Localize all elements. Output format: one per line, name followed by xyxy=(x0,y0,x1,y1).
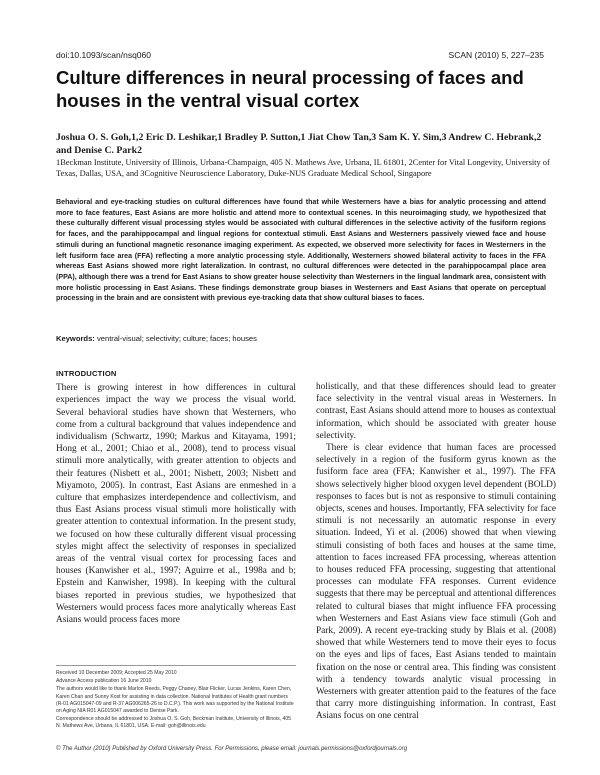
intro-paragraph-1: There is growing interest in how differences in cultural experiences impact the way we process the visual world. Several behavioral studies have shown that Westerners, who come from a cultural background that values independence and individualism (Schwartz, 1990; Markus and Kitayama, 1991; Hong et al., 2001; Chiao et al., 2008), tend to process visual stimuli more analytically, with greater attention to objects and their features (Nisbett et al., 2001; Nisbett, 2003; Nisbett and Miyamoto, 2005). In contrast, East Asians are enmeshed in a culture that emphasizes interdependence and collectivism, and thus East Asians process visual stimuli more holistically with greater attention to contextual information. In the present study, we focused on how these culturally different visual processing styles might affect the selectivity of responses in specialized areas of the ventral visual cortex for processing faces and houses (Kanwisher et al., 1997; Aguirre et al., 1998a and b; Epstein and Kanwisher, 1998). In keeping with the cultural biases reported in previous studies, we hypothesized that Westerners would process faces more analytically whereas East Asians would process faces more xyxy=(56,383,296,626)
left-column xyxy=(56,368,296,626)
received-note: Received 10 December 2009; Accepted 25 May 2010 xyxy=(56,670,177,676)
article-title: Culture differences in neural processing of faces and houses in the ventral visual cortex xyxy=(56,67,524,111)
author-list: Joshua O. S. Goh,1,2 Eric D. Leshikar,1 Bradley P. Sutton,1 Jiat Chow Tan,3 Sam K. Y. Sim,3 Andrew C. Hebrank,2 and Denise C. Park2 xyxy=(56,132,542,156)
keywords-text: ventral-visual; selectivity; culture; faces; houses xyxy=(96,334,257,343)
footnotes xyxy=(56,665,296,732)
intro-paragraph-2: There is clear evidence that human faces are processed selectively in a region of the fusiform gyrus known as the fusiform face area (FFA; Kanwisher et al., 1997). The FFA shows selectively higher blood oxygen level dependent (BOLD) responses to faces but is not as responsive to stimuli containing objects, scenes and houses. Importantly, FFA selectivity for face stimuli is not necessarily an automatic response in every situation. Indeed, Yi et al. (2006) showed that when viewing stimuli consisting of both faces and houses at the same time, attention to faces increased FFA processing, whereas attention to houses reduced FFA processing, suggesting that attentional processes can modulate FFA responses. Current evidence suggests that there may be perceptual and attentional differences related to cultural biases that might influence FFA processing when Westerners and East Asians view face stimuli (Goh and Park, 2009). A recent eye-tracking study by Blais et al. (2008) showed that while Westerners tend to move their eyes to focus on the eyes and lips of faces, East Asians tended to maintain fixation on the nose or central area. This finding was consistent with a tendency towards analytic visual processing in Westerners with greater attention paid to the features of the face that carry more distinguishing information. In contrast, East Asians focus on one central xyxy=(316,443,556,722)
section-heading-introduction: INTRODUCTION xyxy=(56,369,117,378)
affiliations: 1Beckman Institute, University of Illinois, Urbana-Champaign, 405 N. Mathews Ave, Urbana, IL 61801, 2Center for Vital Longevity, University of Texas, Dallas, USA, and 3Cognitive Neuroscience Laboratory, Duke-NUS Graduate Medical School, Singapore xyxy=(56,158,550,178)
keywords xyxy=(56,334,257,343)
keywords-label: Keywords: xyxy=(56,334,95,343)
abstract: Behavioral and eye-tracking studies on cultural differences have found that while Westerners have a bias for analytic processing and attend more to face features, East Asians are more holistic and attend more to contextual scenes. In this neuroimaging study, we hypothesized that these culturally different visual processing styles would be associated with cultural differences in the selective activity of the fusiform regions for faces, and the parahippocampal and lingual regions for contextual stimuli. East Asians and Westerners passively viewed face and house stimuli during an functional magnetic resonance imaging experiment. As expected, we observed more selectivity for faces in Westerners in the left fusiform face area (FFA) reflecting a more analytic processing style. Additionally, Westerners showed bilateral activity to faces in the FFA whereas East Asians showed more right lateralization. In contrast, no cultural differences were detected in the parahippocampal place area (PPA), although there was a trend for East Asians to show greater house selectivity than Westerners in the lingual landmark area, consistent with more holistic processing in East Asians. These findings demonstrate group biases in Westerners and East Asians that operate on perceptual processing in the brain and are consistent with previous eye-tracking data that show cultural biases to faces. xyxy=(56,198,546,303)
correspondence-note: Correspondence should be addressed to Joshua O. S. Goh, Beckman Institute, University of Illinois, 405 N. Mathews Ave, Urbana, IL 61801, USA. E-mail: goh@illinois.edu xyxy=(56,716,292,730)
intro-paragraph-1-cont: holistically, and that these differences should lead to greater face selectivity in the ventral visual areas in Westerners. In contrast, East Asians should attend more to houses as contextual information, which should be associated with greater house selectivity. xyxy=(316,382,556,441)
doi-header[interactable]: doi:10.1093/scan/nsq060 xyxy=(56,50,151,60)
right-column xyxy=(316,381,556,723)
advance-access-note: Advance Access publication 16 June 2010 xyxy=(56,678,152,685)
copyright-line: © The Author (2010) Published by Oxford University Press. For Permissions, please email: journals.permissions@oxfordjournals.org xyxy=(56,746,408,752)
journal-header: SCAN (2010) 5, 227–235 xyxy=(448,50,544,60)
acknowledgements-note: The authors would like to thank Marlon Reeds, Peggy Chaney, Blair Flicker, Lucas Jenkins, Karen Chen, Karen Chan and Sunny Kost for assisting in data collection. National Institutes of Health grant numbers (R-01 AG015047-09 and R-37 AG006265-26 to D.C.P.). This work was supported by the National Institute on Aging NIA R01 AG015047 awarded to Denise Park. xyxy=(56,686,294,715)
